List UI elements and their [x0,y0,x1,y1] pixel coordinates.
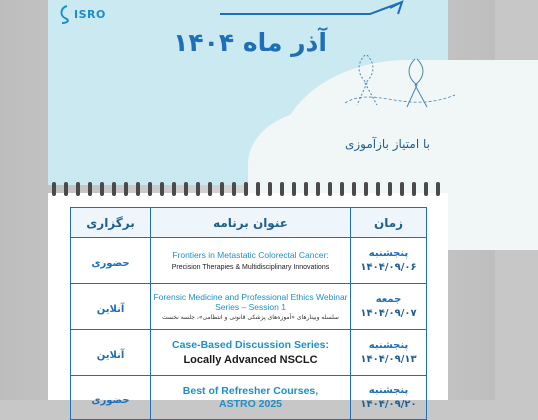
event-title: Best of Refresher Courses, [182,384,319,397]
spiral-binding [48,182,448,202]
title-cell [151,284,351,330]
event-title: Frontiers in Metastatic Colorectal Cancer: [172,250,329,261]
event-date: ۱۴۰۴/۰۹/۰۶ [360,262,417,273]
event-date: ۱۴۰۴/۰۹/۲۰ [360,399,417,410]
binding-ring [400,182,404,196]
binding-ring [256,182,260,196]
event-mode: حضوری [91,258,130,269]
event-title: Forensic Medicine and Professional Ethics Webinar Series – Session 1 [153,291,348,312]
event-mode: آنلاین [96,350,125,361]
header-host: برگزاری [71,208,151,238]
binding-ring [412,182,416,196]
binding-ring [388,182,392,196]
event-date: ۱۴۰۴/۰۹/۱۳ [360,354,417,365]
host-cell [71,238,151,284]
binding-ring [88,182,92,196]
binding-ring [244,182,248,196]
event-day: پنجشنبه [368,248,409,259]
logo-text: ISRO [74,7,106,21]
binding-ring [292,182,296,196]
event-day: جمعه [375,294,402,305]
binding-ring [304,182,308,196]
header-title: عنوان برنامه [151,208,351,238]
binding-ring [196,182,200,196]
event-mode: آنلاین [96,304,125,315]
subtitle: با امتیاز بازآموزی [344,137,430,151]
time-cell [351,284,427,330]
event-date: ۱۴۰۴/۰۹/۰۷ [360,308,417,319]
event-subtitle: Locally Advanced NSCLC [183,353,318,366]
logo-swirl-icon [58,4,72,24]
time-cell [351,330,427,376]
event-day: پنجشنبه [368,340,409,351]
binding-ring [160,182,164,196]
binding-ring [268,182,272,196]
schedule-table [70,207,427,420]
isro-logo [58,4,106,24]
title-cell [151,330,351,376]
binding-ring [172,182,176,196]
time-cell [351,376,427,420]
binding-ring [208,182,212,196]
binding-ring [316,182,320,196]
binding-ring [376,182,380,196]
binding-ring [352,182,356,196]
title-cell [151,376,351,420]
table-row [71,238,427,284]
month-title: آذر ماه ۱۴۰۴ [173,28,327,57]
event-mode: حضوری [91,395,130,406]
binding-ring [220,182,224,196]
binding-ring [64,182,68,196]
binding-ring [280,182,284,196]
table-row [71,284,427,330]
pen-stroke-decoration [220,0,420,20]
binding-ring [232,182,236,196]
binding-ring [52,182,56,196]
time-cell [351,238,427,284]
binding-ring [100,182,104,196]
title-cell [151,238,351,284]
host-cell [71,330,151,376]
host-cell [71,376,151,420]
binding-ring [184,182,188,196]
header-time: زمان [351,208,427,238]
binding-ring [148,182,152,196]
table-row [71,376,427,420]
event-day: پنجشنبه [368,385,409,396]
host-cell [71,284,151,330]
binding-ring [328,182,332,196]
table-header-row [71,208,427,238]
event-subtitle: ASTRO 2025 [218,397,283,410]
event-subtitle: Precision Therapies & Multidisciplinary Innovations [171,263,330,271]
binding-ring [364,182,368,196]
ribbon-icon [345,45,455,115]
binding-ring [112,182,116,196]
binding-ring [124,182,128,196]
binding-ring [76,182,80,196]
table-row [71,330,427,376]
binding-ring [340,182,344,196]
event-subtitle: سلسله وبینارهای «آموزه‌های پزشکی قانونی و انتظامی»، جلسه نخست [162,314,339,322]
binding-ring [436,182,440,196]
event-title: Case-Based Discussion Series: [172,339,329,352]
binding-ring [424,182,428,196]
binding-ring [136,182,140,196]
